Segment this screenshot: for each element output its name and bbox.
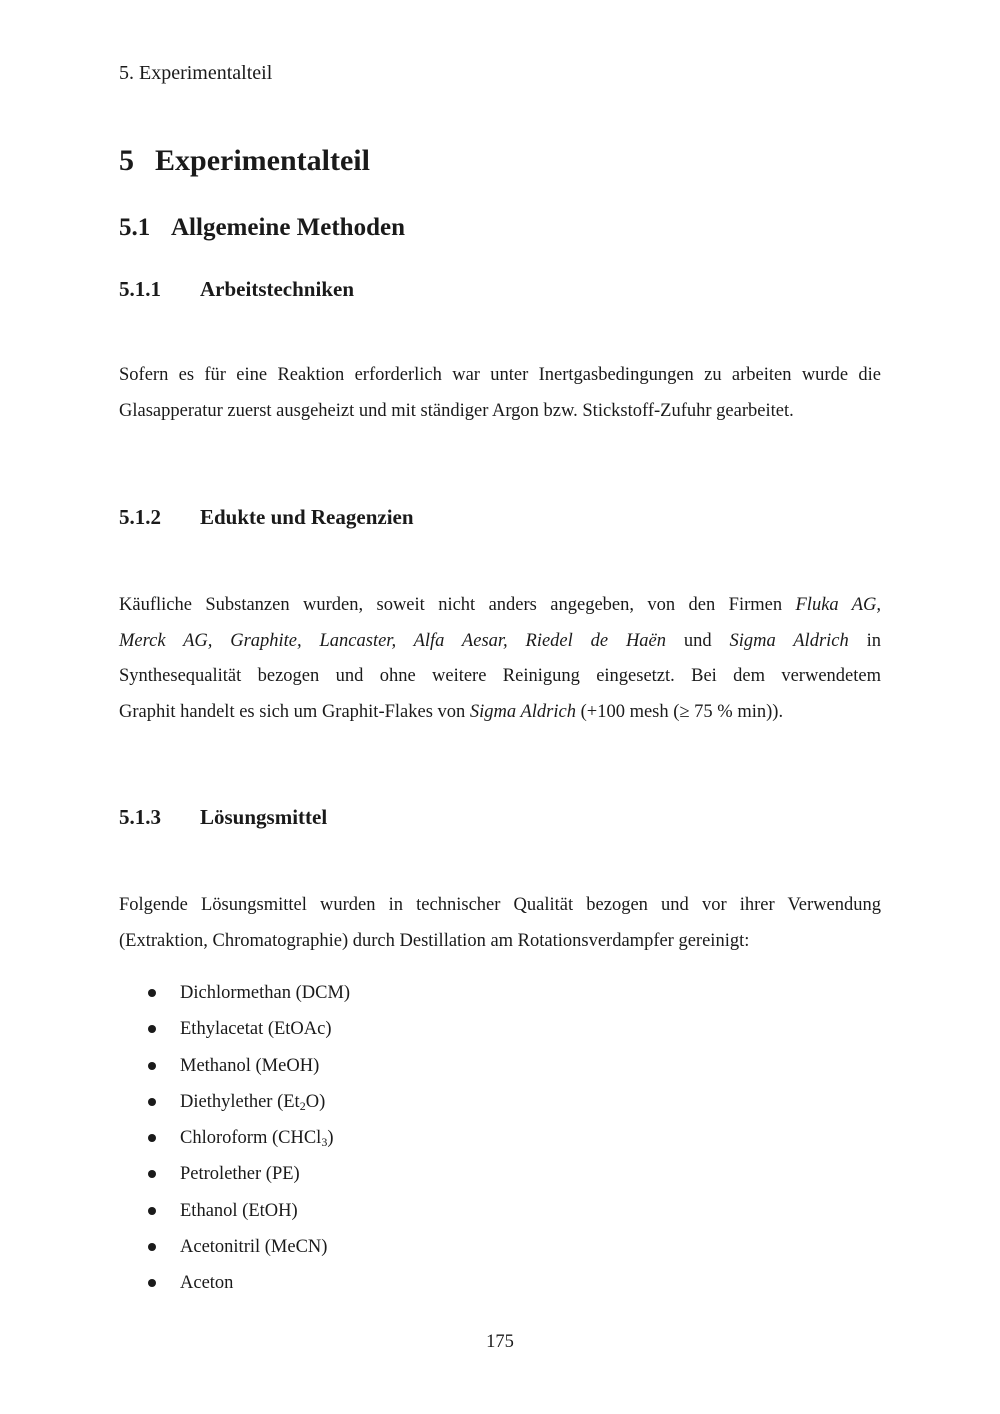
list-item bbox=[119, 1193, 350, 1229]
bullet-icon bbox=[148, 1062, 156, 1070]
line-text: (+100 mesh (≥ 75 % min)). bbox=[580, 701, 784, 722]
paragraph-line: Glasapperatur zuerst ausgeheizt und mit ständiger Argon bzw. Stickstoff-Zufuhr gearbeitet. bbox=[119, 400, 794, 421]
solvent-name-part: Chloroform (CHCl bbox=[180, 1128, 322, 1149]
solvent-name: Petrolether (PE) bbox=[180, 1164, 300, 1185]
line-text: in bbox=[866, 630, 881, 651]
bullet-icon bbox=[148, 1207, 156, 1215]
chapter-title: Experimentalteil bbox=[155, 144, 370, 177]
paragraph-line: (Extraktion, Chromatographie) durch Destillation am Rotationsverdampfer gereinigt: bbox=[119, 930, 750, 951]
list-item bbox=[119, 1120, 350, 1156]
subsection-title: Lösungsmittel bbox=[200, 805, 328, 829]
company-list: Merck AG, Graphite, Lancaster, Alfa Aesar, Riedel de Haën bbox=[119, 630, 667, 651]
bullet-icon bbox=[148, 1279, 156, 1287]
solvent-name bbox=[180, 1128, 334, 1148]
list-item bbox=[119, 1048, 350, 1084]
subsection-heading-loesungsmittel bbox=[119, 803, 327, 831]
paragraph-line bbox=[119, 588, 881, 624]
chapter-heading bbox=[119, 142, 370, 180]
subsection-number: 5.1.3 bbox=[119, 805, 161, 829]
chapter-number: 5 bbox=[119, 144, 134, 177]
section-title: Allgemeine Methoden bbox=[171, 214, 405, 241]
bullet-icon bbox=[148, 1134, 156, 1142]
bullet-icon bbox=[148, 1243, 156, 1251]
solvent-name: Ethylacetat (EtOAc) bbox=[180, 1019, 332, 1040]
solvent-name: Dichlormethan (DCM) bbox=[180, 983, 351, 1003]
bullet-icon bbox=[148, 1098, 156, 1106]
subsection-number: 5.1.1 bbox=[119, 277, 161, 301]
subscript: 2 bbox=[299, 1098, 306, 1113]
section-heading bbox=[119, 212, 405, 244]
solvent-name-part: ) bbox=[327, 1128, 334, 1149]
paragraph-line bbox=[119, 624, 881, 660]
list-item bbox=[119, 1084, 350, 1120]
subsection-title: Edukte und Reagenzien bbox=[200, 505, 414, 529]
solvent-name: Ethanol (EtOH) bbox=[180, 1200, 298, 1221]
company-fluka: Fluka AG, bbox=[795, 595, 882, 615]
list-item bbox=[119, 1265, 350, 1301]
paragraph-line: Folgende Lösungsmittel wurden in technischer Qualität bezogen und vor ihrer Verwendung bbox=[119, 895, 881, 915]
list-item bbox=[119, 1156, 350, 1192]
subsection-title: Arbeitstechniken bbox=[200, 277, 354, 301]
list-item bbox=[119, 1011, 350, 1047]
running-header: 5. Experimentalteil bbox=[119, 62, 273, 84]
paragraph-line bbox=[119, 695, 881, 731]
section-number: 5.1 bbox=[119, 214, 151, 241]
paragraph-line: Synthesequalität bezogen und ohne weitere Reinigung eingesetzt. Bei dem verwendetem bbox=[119, 666, 881, 686]
company-sigma: Sigma Aldrich bbox=[469, 701, 576, 722]
solvent-name: Aceton bbox=[180, 1273, 234, 1294]
bullet-icon bbox=[148, 989, 156, 997]
solvent-name: Methanol (MeOH) bbox=[180, 1055, 320, 1076]
paragraph-loesungsmittel bbox=[119, 888, 881, 959]
solvent-list bbox=[119, 975, 350, 1302]
paragraph-line: Sofern es für eine Reaktion erforderlich war unter Inertgasbedingungen zu arbeiten wurde die bbox=[119, 365, 881, 385]
paragraph-edukte bbox=[119, 588, 881, 730]
subscript: 3 bbox=[321, 1135, 328, 1150]
solvent-name-part: O) bbox=[305, 1091, 326, 1112]
solvent-name: Acetonitril (MeCN) bbox=[180, 1237, 328, 1258]
page-number: 175 bbox=[486, 1332, 514, 1352]
list-item bbox=[119, 975, 350, 1011]
bullet-icon bbox=[148, 1025, 156, 1033]
subsection-number: 5.1.2 bbox=[119, 505, 161, 529]
bullet-icon bbox=[148, 1170, 156, 1178]
company-sigma: Sigma Aldrich bbox=[729, 630, 849, 651]
subsection-heading-arbeitstechniken bbox=[119, 275, 354, 303]
solvent-name bbox=[180, 1092, 325, 1112]
line-text: und bbox=[683, 630, 712, 651]
solvent-name-part: Diethylether (Et bbox=[180, 1091, 300, 1112]
list-item bbox=[119, 1229, 350, 1265]
paragraph-arbeitstechniken bbox=[119, 358, 881, 429]
line-text: Käufliche Substanzen wurden, soweit nicht anders angegeben, von den Firmen bbox=[119, 595, 783, 615]
line-text: Graphit handelt es sich um Graphit-Flakes von bbox=[119, 701, 466, 722]
subsection-heading-edukte bbox=[119, 503, 414, 531]
